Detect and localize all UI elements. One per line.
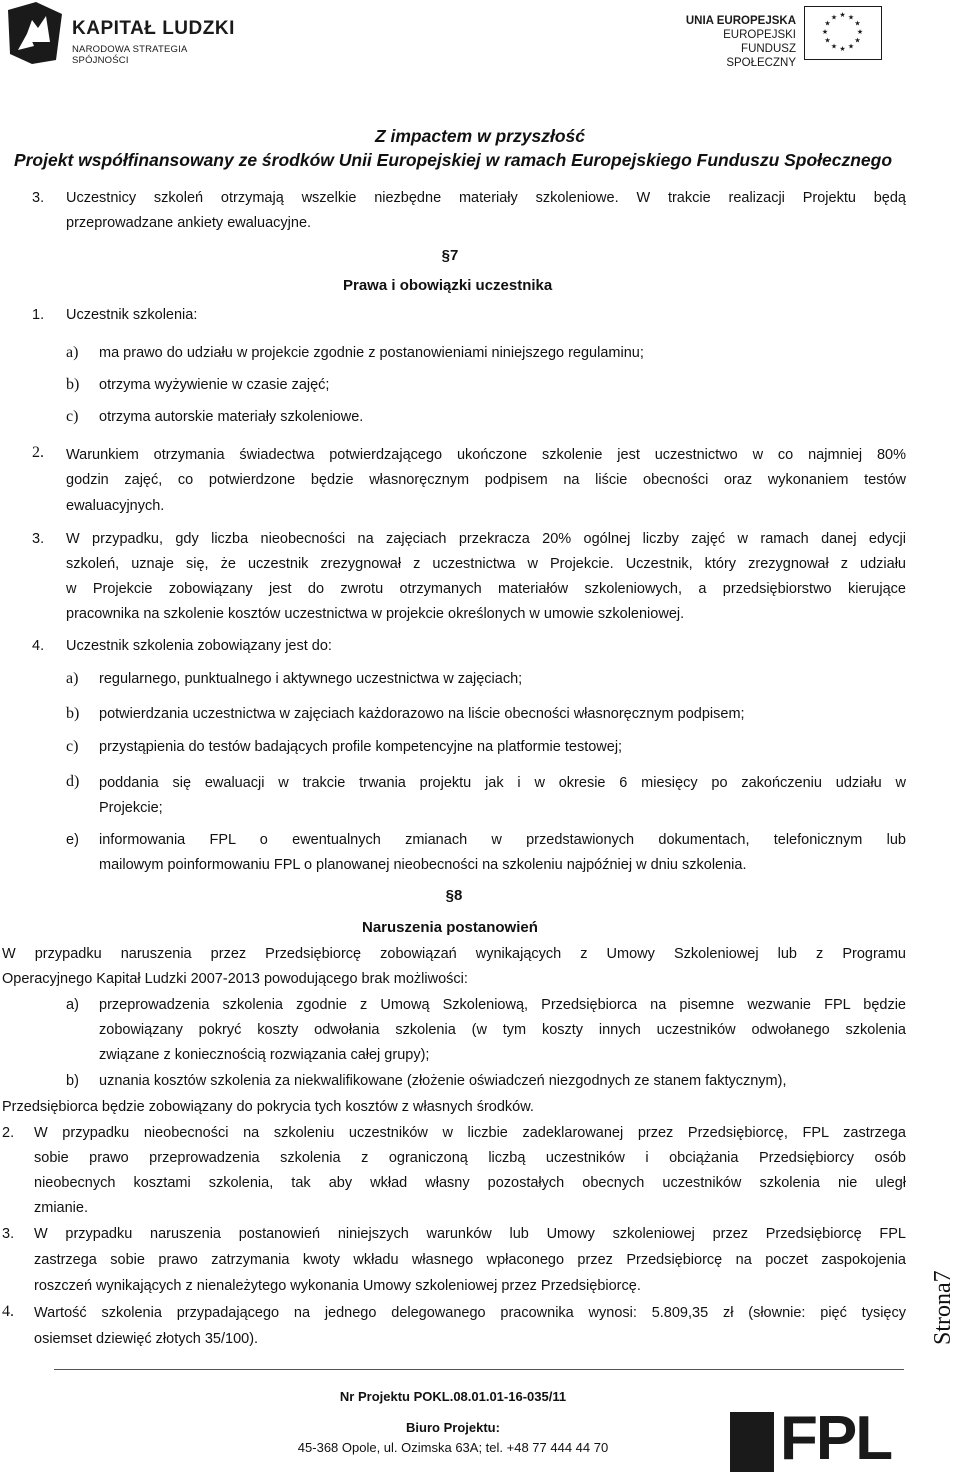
footer-divider	[54, 1369, 904, 1370]
top-line-1: Uczestnicy szkoleń otrzymają wszelkie niezbędne materiały szkoleniowe. W trakcie realizacji Projektu będą	[66, 190, 906, 206]
s8-p2-num: 2.	[2, 1125, 15, 1141]
footer-project-number: Nr Projektu POKL.08.01.01-16-035/11	[339, 1389, 567, 1404]
kapital-ludzki-title: KAPITAŁ LUDZKI	[72, 18, 235, 39]
s8-b-line-2: Przedsiębiorca będzie zobowiązany do pokrycia tych kosztów z własnych środków.	[2, 1099, 534, 1115]
svg-text:★: ★	[854, 19, 861, 28]
svg-text:★: ★	[847, 13, 855, 22]
s7-p4-item-d-line-2: Projekcie;	[99, 800, 163, 816]
s7-p2-num: 2.	[32, 444, 44, 461]
svg-text:★: ★	[830, 13, 838, 22]
s8-a-line-1: przeprowadzenia szkolenia zgodnie z Umową Szkoleniową, Przedsiębiorca na pisemne wezwanie FPL będzie	[99, 997, 906, 1013]
s8-p4-num: 4.	[2, 1303, 14, 1320]
svg-text:★: ★	[839, 45, 846, 53]
s7-p4-item-c-letter: c)	[66, 738, 79, 755]
kapital-ludzki-emblem-icon	[6, 2, 64, 64]
section-7-number: §7	[441, 247, 459, 264]
s8-a-line-2: zobowiązany pokryć koszty odwołania szkolenia (w tym koszty innych uczestników odwołanego szkolenia	[99, 1022, 906, 1038]
svg-text:★: ★	[854, 36, 861, 45]
s7-p4-item-d-letter: d)	[66, 773, 80, 790]
s7-p4-item-d-line-1: poddania się ewaluacji w trakcie trwania projektu jak i w okresie 6 miesięcy po zakończeniu udziału w	[99, 775, 906, 791]
s7-p1-item-b-letter: b)	[66, 376, 80, 393]
eu-logo-line2: EUROPEJSKI	[723, 29, 796, 41]
s8-p3-line-1: W przypadku naruszenia postanowień niniejszych warunków lub Umowy szkoleniowej przez Przedsiębiorcę FPL	[34, 1226, 906, 1242]
s7-p4-item-e-line-1: informowania FPL o ewentualnych zmianach w przedstawionych dokumentach, telefonicznym lub	[99, 832, 906, 848]
s7-p1-item-c: otrzyma autorskie materiały szkoleniowe.	[99, 409, 364, 425]
s8-p2-line-2: sobie prawo przeprowadzenia szkolenia z ograniczoną liczbą uczestników i obciążania Przedsiębiorcy osób	[34, 1150, 906, 1166]
section-8-title: Naruszenia postanowień	[362, 919, 538, 936]
s7-p4-item-c: przystąpienia do testów badających profile kompetencyjne na platformie testowej;	[99, 739, 623, 755]
slogan: Z impactem w przyszłość	[374, 126, 586, 146]
s7-p4-item-a-letter: a)	[66, 670, 79, 687]
s7-p2-line-1: Warunkiem otrzymania świadectwa potwierdzającego ukończone szkolenie jest uczestnictwo w co najmniej 80%	[66, 447, 906, 463]
fpl-logo-mark-icon	[730, 1412, 774, 1472]
footer-office-label: Biuro Projektu:	[406, 1420, 500, 1435]
eu-logo-line3: FUNDUSZ SPOŁECZNY	[726, 43, 796, 69]
s7-p1-text: Uczestnik szkolenia:	[66, 307, 198, 323]
svg-text:★: ★	[824, 19, 831, 28]
svg-text:★: ★	[821, 28, 829, 36]
page-number-text: Strona7	[930, 1270, 956, 1345]
fpl-logo-text: FPL	[780, 1404, 892, 1473]
s7-p4-item-b-letter: b)	[66, 705, 80, 722]
fpl-logo	[730, 1404, 904, 1473]
s8-intro-line-2: Operacyjnego Kapitał Ludzki 2007-2013 powodującego brak możliwości:	[2, 971, 468, 987]
s8-p3-line-2: zastrzega sobie prawo zatrzymania kwoty wkładu własnego wpłaconego przez Przedsiębiorcę na poczet zaspokojenia	[34, 1252, 906, 1268]
s7-p1-num: 1.	[32, 307, 45, 323]
top-num: 3.	[32, 190, 45, 206]
svg-text:★: ★	[824, 36, 831, 45]
s7-p1-item-b: otrzyma wyżywienie w czasie zajęć;	[99, 377, 330, 393]
s8-b-letter: b)	[66, 1073, 79, 1089]
s7-p4-num: 4.	[32, 638, 45, 654]
kapital-ludzki-subtitle: NARODOWA STRATEGIA SPÓJNOŚCI	[72, 44, 187, 66]
s7-p4-item-b: potwierdzania uczestnictwa w zajęciach każdorazowo na liście obecności własnoręcznym podpisem;	[99, 706, 745, 722]
s7-p4-item-e-letter: e)	[66, 832, 79, 848]
s7-p2-line-2: godzin zajęć, co potwierdzone będzie własnoręcznym podpisem na liście obecności oraz wykonaniem testów	[66, 472, 906, 488]
s8-p4-line-2: osiemset dziewięć złotych 35/100).	[34, 1331, 259, 1347]
s7-p2-line-3: ewaluacyjnych.	[66, 498, 165, 514]
svg-text:★: ★	[839, 11, 846, 19]
eu-logo	[676, 6, 956, 69]
s7-p3-line-3: w Projekcie zobowiązany jest do zwrotu otrzymanych materiałów szkoleniowych, a przedsiębiorstwo kierujące	[66, 581, 906, 597]
s7-p4-item-a: regularnego, punktualnego i aktywnego uczestnictwa w zajęciach;	[99, 671, 523, 687]
s7-p1-item-c-letter: c)	[66, 408, 79, 425]
section-7-title: Prawa i obowiązki uczestnika	[343, 277, 553, 294]
section-8-number: §8	[445, 887, 463, 904]
s8-intro-line-1: W przypadku naruszenia przez Przedsiębiorcę zobowiązań wynikających z Umowy Szkoleniowej lub z Programu	[2, 946, 906, 962]
svg-text:★: ★	[856, 28, 864, 36]
s7-p3-line-4: pracownika na szkolenie kosztów uczestnictwa w projekcie określonych w umowie szkoleniowej.	[66, 606, 685, 622]
s8-b-line-1: uznania kosztów szkolenia za niekwalifikowane (złożenie oświadczeń niezgodnych ze stanem faktycznym),	[99, 1073, 787, 1089]
s8-a-letter: a)	[66, 997, 79, 1013]
s7-p1-item-a-letter: a)	[66, 344, 79, 361]
kapital-ludzki-logo	[6, 2, 246, 64]
s8-p4-line-1: Wartość szkolenia przypadającego na jednego delegowanego pracownika wynosi: 5.809,35 zł (słownie: pięć tysięcy	[34, 1305, 906, 1321]
s7-p1-item-a: ma prawo do udziału w projekcie zgodnie z postanowieniami niniejszego regulaminu;	[99, 345, 644, 361]
s8-p3-num: 3.	[2, 1226, 15, 1242]
s8-a-line-3: związane z koniecznością rozwiązania całej grupy);	[99, 1047, 430, 1063]
top-line-2: przeprowadzane ankiety ewaluacyjne.	[66, 215, 312, 231]
s7-p3-line-1: W przypadku, gdy liczba nieobecności na zajęciach przekracza 20% ogólnej liczby zajęć w ramach danej edycji	[66, 531, 906, 547]
svg-text:★: ★	[830, 42, 838, 51]
eu-logo-line1: UNIA EUROPEJSKA	[685, 15, 796, 27]
s7-p4-text: Uczestnik szkolenia zobowiązany jest do:	[66, 638, 332, 654]
s8-p2-line-3: nieobecnych kosztami szkolenia, tak aby wkład własny pozostałych obecnych uczestników szkolenia nie uległ	[34, 1175, 906, 1191]
s7-p3-line-2: szkoleń, uznaje się, że uczestnik zrezygnował z uczestnictwa w Projekcie. Uczestnik, który zrezygnował z udziału	[66, 556, 906, 572]
project-cofinancing-line: Projekt współfinansowany ze środków Unii Europejskiej w ramach Europejskiego Funduszu Społecznego	[13, 150, 893, 170]
s8-p2-line-1: W przypadku nieobecności na szkoleniu uczestników w liczbie zadeklarowanej przez Przedsiębiorcę, FPL zastrzega	[34, 1125, 906, 1141]
s7-p4-item-e-line-2: mailowym poinformowaniu FPL o planowanej nieobecności na szkoleniu najpóźniej w dniu szkolenia.	[99, 857, 747, 873]
s8-p3-line-3: roszczeń wynikających z nienależytego wykonania Umowy szkoleniowej przez Przedsiębiorcę.	[34, 1278, 641, 1294]
s8-p2-line-4: zmianie.	[34, 1200, 88, 1216]
footer-address: 45-368 Opole, ul. Ozimska 63A; tel. +48 77 444 44 70	[297, 1440, 609, 1455]
svg-text:★: ★	[847, 42, 855, 51]
s7-p3-num: 3.	[32, 531, 45, 547]
eu-flag-icon	[804, 6, 882, 60]
